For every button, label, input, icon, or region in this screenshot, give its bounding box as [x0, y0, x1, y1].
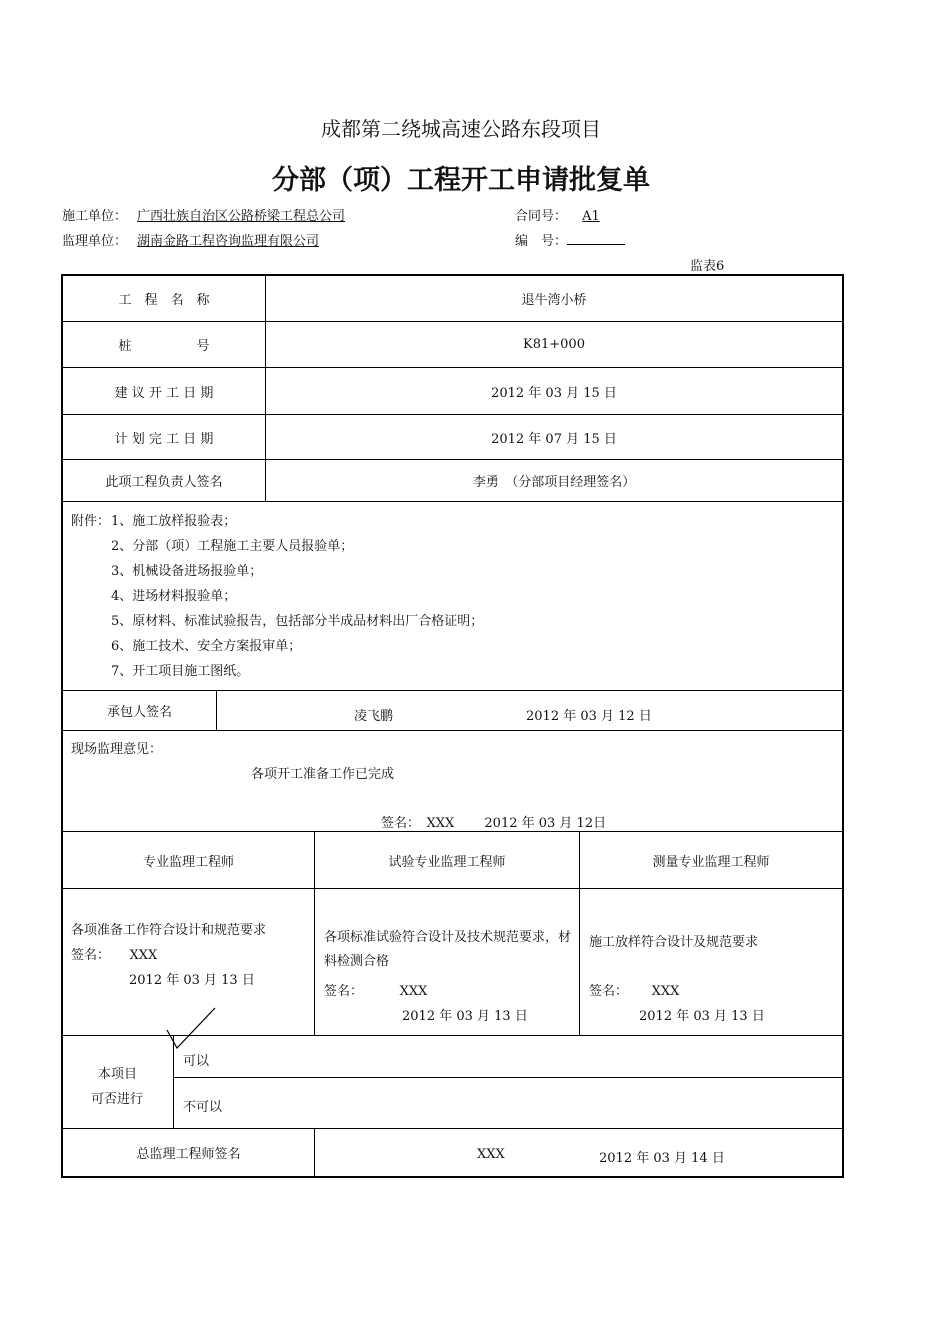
contractor-sign-name: 凌飞鹏: [354, 709, 394, 724]
project-title: 成都第二绕城高速公路东段项目: [321, 117, 601, 141]
attachment-item: 1、施工放样报验表；: [111, 514, 237, 529]
project-name-label: 工 程 名 称: [118, 293, 210, 308]
end-date-label: 计 划 完 工 日 期: [114, 431, 214, 447]
start-date-value: 2012 年 03 月 15 日: [491, 385, 617, 401]
responsible-label: 此项工程负责人签名: [105, 475, 223, 490]
attachments-label: 附件：: [71, 514, 111, 529]
engineer-1-date: 2012 年 03 月 13 日: [129, 973, 255, 988]
engineer-3-date: 2012 年 03 月 13 日: [639, 1009, 765, 1024]
engineer-2-date: 2012 年 03 月 13 日: [402, 1009, 528, 1024]
approval-form: [61, 274, 844, 1178]
contract-no-value: A1: [582, 209, 600, 224]
contractor-line: [62, 205, 372, 224]
contract-no-line: [515, 205, 615, 224]
serial-line: [515, 230, 625, 249]
form-number: 监表6: [690, 259, 725, 274]
engineer-2-text: 各项标准试验符合设计及技术规范要求，材料检测合格: [324, 930, 572, 969]
engineer-header-1: 专业监理工程师: [142, 854, 234, 870]
decision-yes: 可以: [183, 1054, 210, 1069]
site-opinion-label: 现场监理意见：: [71, 742, 163, 757]
serial-value: [567, 232, 625, 245]
decision-label-2: 可否进行: [91, 1092, 144, 1107]
chief-engineer-name: XXX: [477, 1147, 505, 1162]
attachment-item: 7、开工项目施工图纸。: [111, 664, 250, 679]
engineer-header-3: 测量专业监理工程师: [652, 854, 770, 870]
decision-label-1: 本项目: [98, 1067, 138, 1082]
contract-no-label: 合同号：: [515, 209, 568, 224]
attachment-item: 6、施工技术、安全方案报审单；: [111, 639, 302, 654]
engineer-3-sign: 签名： XXX: [589, 984, 680, 999]
station-label: 桩 号: [118, 339, 210, 354]
engineer-1-sign: 签名： XXX: [71, 948, 158, 963]
attachment-item: 2、分部（项）工程施工主要人员报验单；: [111, 539, 354, 554]
supervisor-line: [62, 230, 372, 249]
contractor-value: 广西壮族自治区公路桥梁工程总公司: [137, 209, 346, 224]
contractor-sign-label: 承包人签名: [106, 705, 172, 720]
engineer-2-sign: 签名： XXX: [324, 984, 428, 999]
chief-engineer-label: 总监理工程师签名: [136, 1147, 241, 1162]
contractor-label: 施工单位：: [62, 209, 128, 224]
engineer-header-2: 试验专业监理工程师: [388, 854, 506, 870]
site-opinion-sign: 签名： XXX 2012 年 03 月 12日: [381, 816, 607, 831]
form-title: 分部（项）工程开工申请批复单: [272, 165, 650, 196]
project-name-value: 退牛湾小桥: [521, 293, 587, 308]
decision-no: 不可以: [183, 1100, 223, 1115]
chief-engineer-date: 2012 年 03 月 14 日: [599, 1151, 725, 1166]
checkmark-icon: [163, 1004, 223, 1054]
supervisor-label: 监理单位：: [62, 234, 128, 249]
attachment-item: 4、进场材料报验单；: [111, 589, 237, 604]
serial-label: 编 号：: [515, 234, 568, 249]
attachment-item: 3、机械设备进场报验单；: [111, 564, 263, 579]
site-opinion-text: 各项开工准备工作已完成: [251, 767, 395, 782]
engineer-1-text: 各项准备工作符合设计和规范要求: [71, 923, 267, 938]
station-value: K81+000: [523, 337, 585, 352]
end-date-value: 2012 年 07 月 15 日: [491, 431, 617, 447]
start-date-label: 建 议 开 工 日 期: [114, 385, 214, 401]
responsible-value: 李勇 （分部项目经理签名）: [472, 475, 636, 490]
contractor-sign-date: 2012 年 03 月 12 日: [526, 709, 652, 724]
engineer-3-text: 施工放样符合设计及规范要求: [589, 935, 759, 950]
attachment-item: 5、原材料、标准试验报告，包括部分半成品材料出厂合格证明；: [111, 614, 484, 629]
supervisor-value: 湖南金路工程咨询监理有限公司: [137, 234, 320, 249]
